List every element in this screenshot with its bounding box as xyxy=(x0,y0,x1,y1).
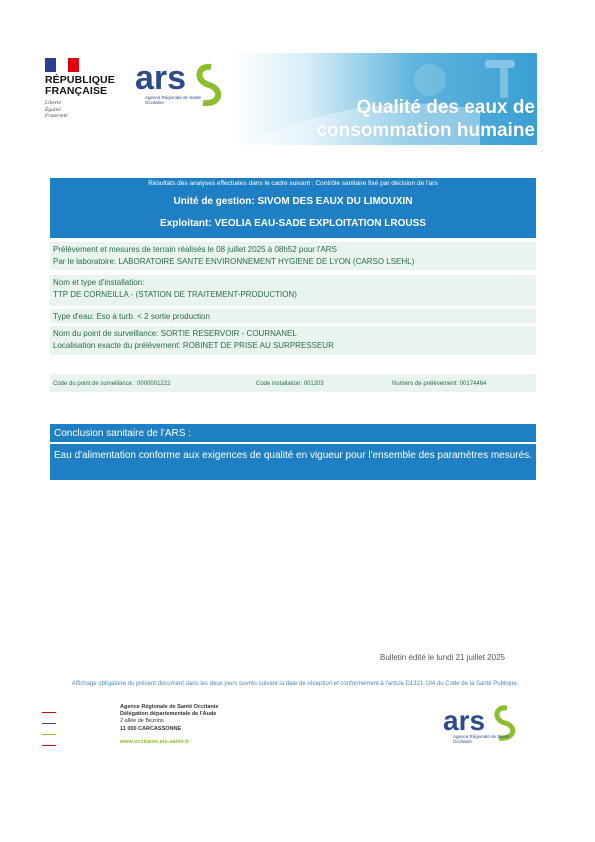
french-flag-icon xyxy=(45,58,79,72)
report-intro: Résultats des analyses effectuées dans le cadre suivant : Contrôle sanitaire fixé par décision de l'ars xyxy=(148,180,438,187)
conclusion-heading: Conclusion sanitaire de l'ARS : xyxy=(50,424,536,442)
agency-name: Agence Régionale de Santé Occitanie xyxy=(120,704,219,710)
sample-number: Numéro de prélèvement: 00174464 xyxy=(392,381,487,387)
code-point: Code du point de surveillance : 0000001222 xyxy=(53,381,171,387)
conclusion-text: Eau d'alimentation conforme aux exigences de qualité en vigueur pour l'ensemble des paramètres mesurés. xyxy=(50,444,536,480)
operator: Exploitant: VEOLIA EAU-SADE EXPLOITATION LROUSS xyxy=(160,218,426,229)
banner-title: Qualité des eaux de consommation humaine xyxy=(316,97,535,141)
republique-francaise-logo xyxy=(45,58,130,120)
sampling-info: Prélèvement et mesures de terrain réalisés le 08 juillet 2025 à 08h52 pour l'ARS Par le laboratoire: LABORATOIRE SANTE ENVIRONNEMENT HYGIENE DE LYON (CARSO LSEHL) xyxy=(50,242,536,270)
ars-footer-logo-text: ars xyxy=(443,705,486,736)
city: 11 000 CARCASSONNE xyxy=(120,725,182,732)
codes-row xyxy=(50,374,536,392)
management-unit: Unité de gestion: SIVOM DES EAUX DU LIMOUXIN xyxy=(173,196,413,207)
ars-subtitle: Agence Régionale de Santé Occitanie xyxy=(145,95,202,105)
footer-marks xyxy=(42,712,56,756)
ars-logo-text: ars xyxy=(135,59,187,97)
bulletin-date: Bulletin édité le lundi 21 juillet 2025 xyxy=(380,653,505,662)
ars-footer-subtitle: Agence Régionale de Santé Occitanie xyxy=(453,734,510,744)
water-type: Type d'eau: Eso à turb. < 2 sortie production xyxy=(50,309,536,323)
surveillance-point: Nom du point de surveillance: SORTIE RESERVOIR - COURNANEL Localisation exacte du prélèvement: ROBINET DE PRISE AU SURPRESSEUR xyxy=(50,326,536,355)
delegation: Délégation départementale de l'Aude xyxy=(120,711,217,718)
agency-address xyxy=(120,704,218,746)
street: 2 allée de Bezons xyxy=(120,718,164,725)
republic-motto: Liberté Égalité Fraternité xyxy=(45,100,68,119)
report-header-bar xyxy=(50,178,536,238)
installation-info: Nom et type d'installation: TTP DE CORNEILLA - (STATION DE TRAITEMENT-PRODUCTION) xyxy=(50,275,536,306)
website-link[interactable]: www.occitanie.ars.sante.fr xyxy=(120,738,190,745)
display-notice: Affichage obligatoire du présent document dans les deux jours ouvrés suivant la date de réception et conformément à l'article D1321-104 du Code de la Santé Publique. xyxy=(71,681,519,687)
republic-title: RÉPUBLIQUE FRANÇAISE xyxy=(45,74,115,97)
code-installation: Code installation: 001203 xyxy=(256,381,324,387)
